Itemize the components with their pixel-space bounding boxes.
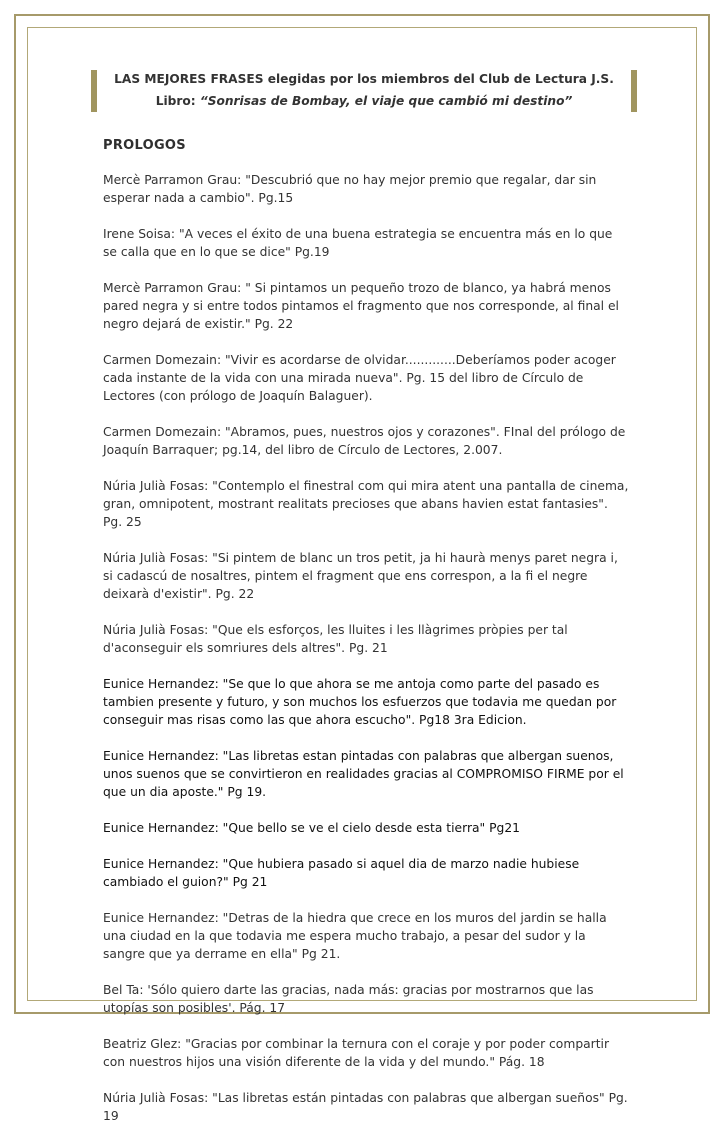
quote-7: Núria Julià Fosas: "Si pintem de blanc un tros petit, ja hi haurà menys paret negra i, si cadascú de nosaltres, pintem el fragment que ens correspon, a la fi el negre deixarà d'existir". Pg. 22 [103, 551, 618, 601]
quote-15: Beatriz Glez: "Gracias por combinar la ternura con el coraje y por poder compartir con nuestros hijos una visión diferente de la vida y del mundo." Pág. 18 [103, 1037, 610, 1069]
header-title: LAS MEJORES FRASES elegidas por los miembros del Club de Lectura J.S. [114, 72, 614, 86]
quote-11: Eunice Hernandez: "Que bello se ve el cielo desde esta tierra" Pg21 [103, 821, 520, 835]
section-title: PROLOGOS [103, 138, 186, 153]
header-bar-left [91, 70, 97, 112]
document-header [100, 68, 628, 112]
quote-10: Eunice Hernandez: "Las libretas estan pintadas con palabras que albergan suenos, unos suenos que se convirtieron en realidades gracias al COMPROMISO FIRME por el que un dia aposte." Pg 19. [103, 749, 624, 799]
quote-9: Eunice Hernandez: "Se que lo que ahora se me antoja como parte del pasado es tambien presente y futuro, y son muchos los esfuerzos que todavia me quedan por conseguir mas risas como las que ahora escucho". Pg18 3ra Edicion. [103, 677, 617, 727]
quote-3: Mercè Parramon Grau: " Si pintamos un pequeño trozo de blanco, ya habrá menos pared negra y si entre todos pintamos el fragmento que nos corresponde, al final el negro dejará de existir." Pg. 22 [103, 281, 619, 331]
quote-4: Carmen Domezain: "Vivir es acordarse de olvidar.............Deberíamos poder acoger cada instante de la vida con una mirada nueva". Pg. 15 del libro de Círculo de Lectores (con prólogo de Joaquín Balaguer). [103, 353, 616, 403]
header-bar-right [631, 70, 637, 112]
quote-2: Irene Soisa: "A veces el éxito de una buena estrategia se encuentra más en lo que se calla que en lo que se dice" Pg.19 [103, 227, 613, 259]
quote-16: Núria Julià Fosas: "Las libretas están pintadas con palabras que albergan sueños" Pg. 19 [103, 1091, 628, 1123]
book-label: Libro: [155, 94, 196, 108]
quote-12: Eunice Hernandez: "Que hubiera pasado si aquel dia de marzo nadie hubiese cambiado el guion?" Pg 21 [103, 857, 580, 889]
quote-5: Carmen Domezain: "Abramos, pues, nuestros ojos y corazones". FInal del prólogo de Joaquín Barraquer; pg.14, del libro de Círculo de Lectores, 2.007. [103, 425, 626, 457]
document-body [103, 137, 629, 1143]
quote-1: Mercè Parramon Grau: "Descubrió que no hay mejor premio que regalar, dar sin esperar nada a cambio". Pg.15 [103, 173, 597, 205]
quote-13: Eunice Hernandez: "Detras de la hiedra que crece en los muros del jardin se halla una ciudad en la que todavia me espera mucho trabajo, a pesar del sudor y la sangre que ya derrame en ella" Pg 21. [103, 911, 607, 961]
quote-8: Núria Julià Fosas: "Que els esforços, les lluites i les llàgrimes pròpies per tal d'aconseguir els somriures dels altres". Pg. 21 [103, 623, 568, 655]
quote-14: Bel Ta: 'Sólo quiero darte las gracias, nada más: gracias por mostrarnos que las utopías son posibles'. Pág. 17 [103, 983, 594, 1015]
header-book [100, 90, 628, 112]
quote-6: Núria Julià Fosas: "Contemplo el finestral com qui mira atent una pantalla de cinema, gran, omnipotent, mostrant realitats precioses que abans havien estat fantasies". Pg. 25 [103, 479, 629, 529]
book-title: “Sonrisas de Bombay, el viaje que cambió mi destino” [199, 94, 573, 108]
